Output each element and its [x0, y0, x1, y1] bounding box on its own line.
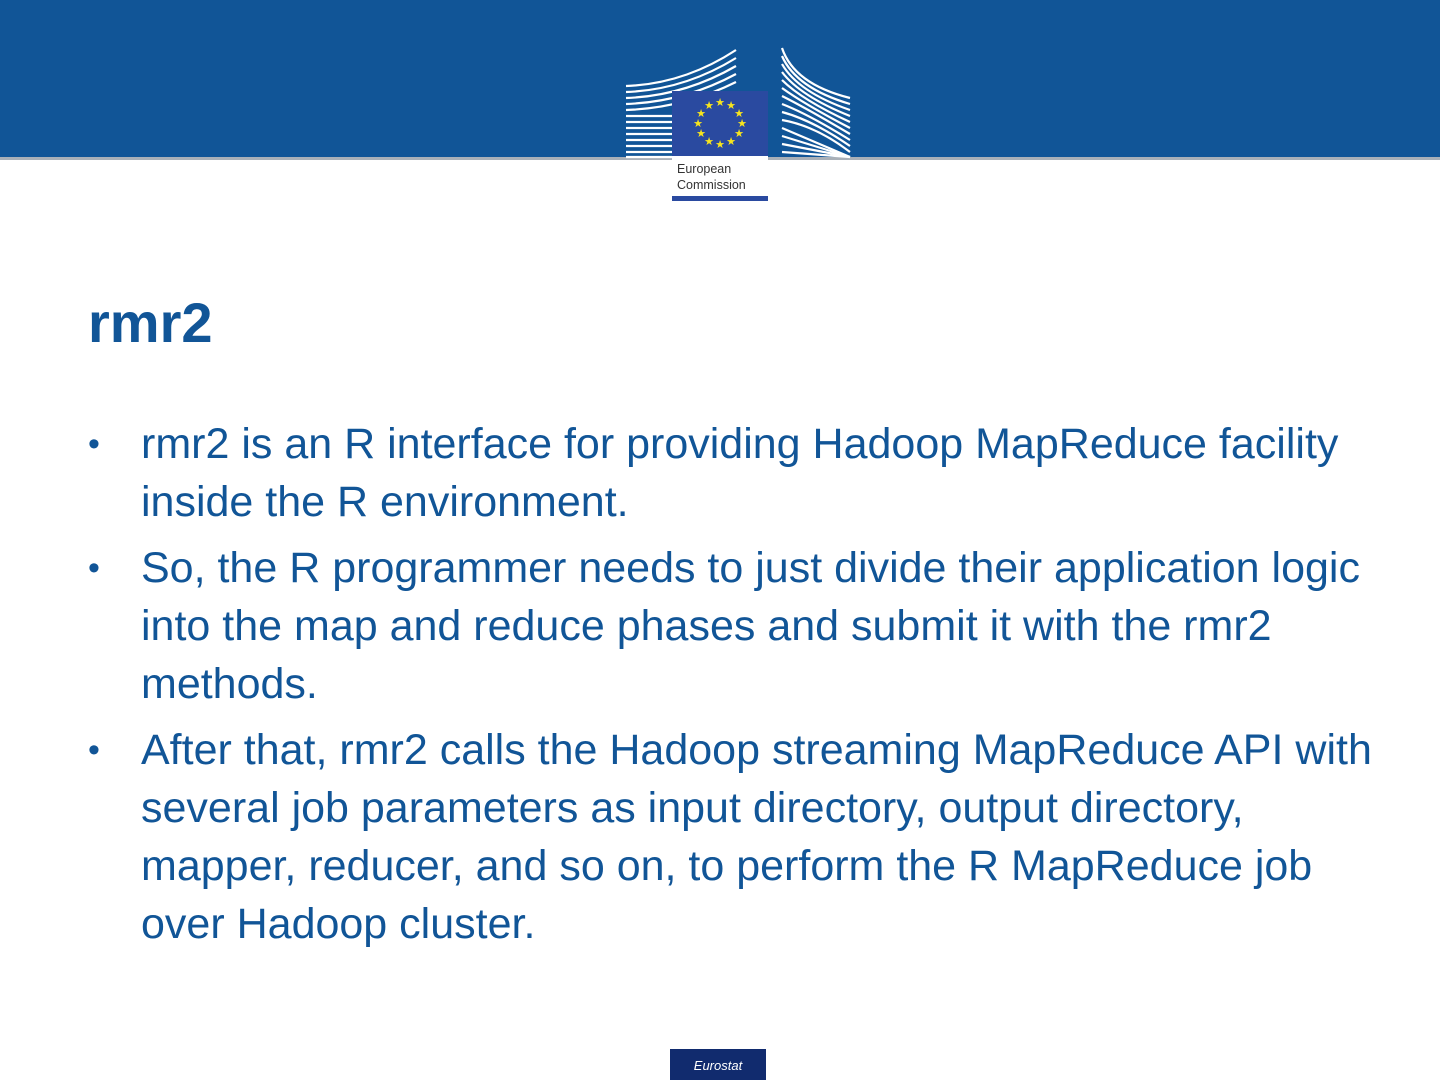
footer-badge: Eurostat	[670, 1049, 766, 1080]
svg-text:★: ★	[734, 127, 744, 140]
svg-text:★: ★	[696, 127, 706, 140]
logo-caption	[677, 161, 746, 193]
logo-caption-line1: European	[677, 162, 732, 176]
bullet-text: So, the R programmer needs to just divide their application logic into the map and reduce phases and submit it with the rmr2 methods.	[141, 544, 1360, 708]
bullet-marker: •	[88, 549, 100, 587]
svg-text:★: ★	[704, 135, 714, 148]
svg-text:★: ★	[693, 117, 703, 130]
bullet-marker: •	[88, 425, 100, 463]
bullet-text: rmr2 is an R interface for providing Hadoop MapReduce facility inside the R environment.	[141, 420, 1339, 526]
slide-title: rmr2	[88, 291, 213, 354]
svg-text:★: ★	[737, 117, 747, 130]
svg-text:★: ★	[734, 107, 744, 120]
svg-text:★: ★	[726, 135, 736, 148]
bullet-list	[88, 415, 1378, 961]
logo-caption-line2: Commission	[677, 178, 746, 192]
svg-text:★: ★	[715, 96, 725, 109]
bullet-item	[88, 539, 1378, 713]
bullet-item	[88, 721, 1378, 953]
svg-text:★: ★	[696, 107, 706, 120]
bullet-marker: •	[88, 731, 100, 769]
bullet-item	[88, 415, 1378, 531]
svg-text:★: ★	[715, 138, 725, 151]
svg-text:★: ★	[726, 99, 736, 112]
bullet-text: After that, rmr2 calls the Hadoop streaming MapReduce API with several job parameters as input directory, output directory, mapper, reducer, and so on, to perform the R MapReduce job over Hadoop cluster.	[141, 726, 1372, 948]
svg-text:★: ★	[704, 99, 714, 112]
